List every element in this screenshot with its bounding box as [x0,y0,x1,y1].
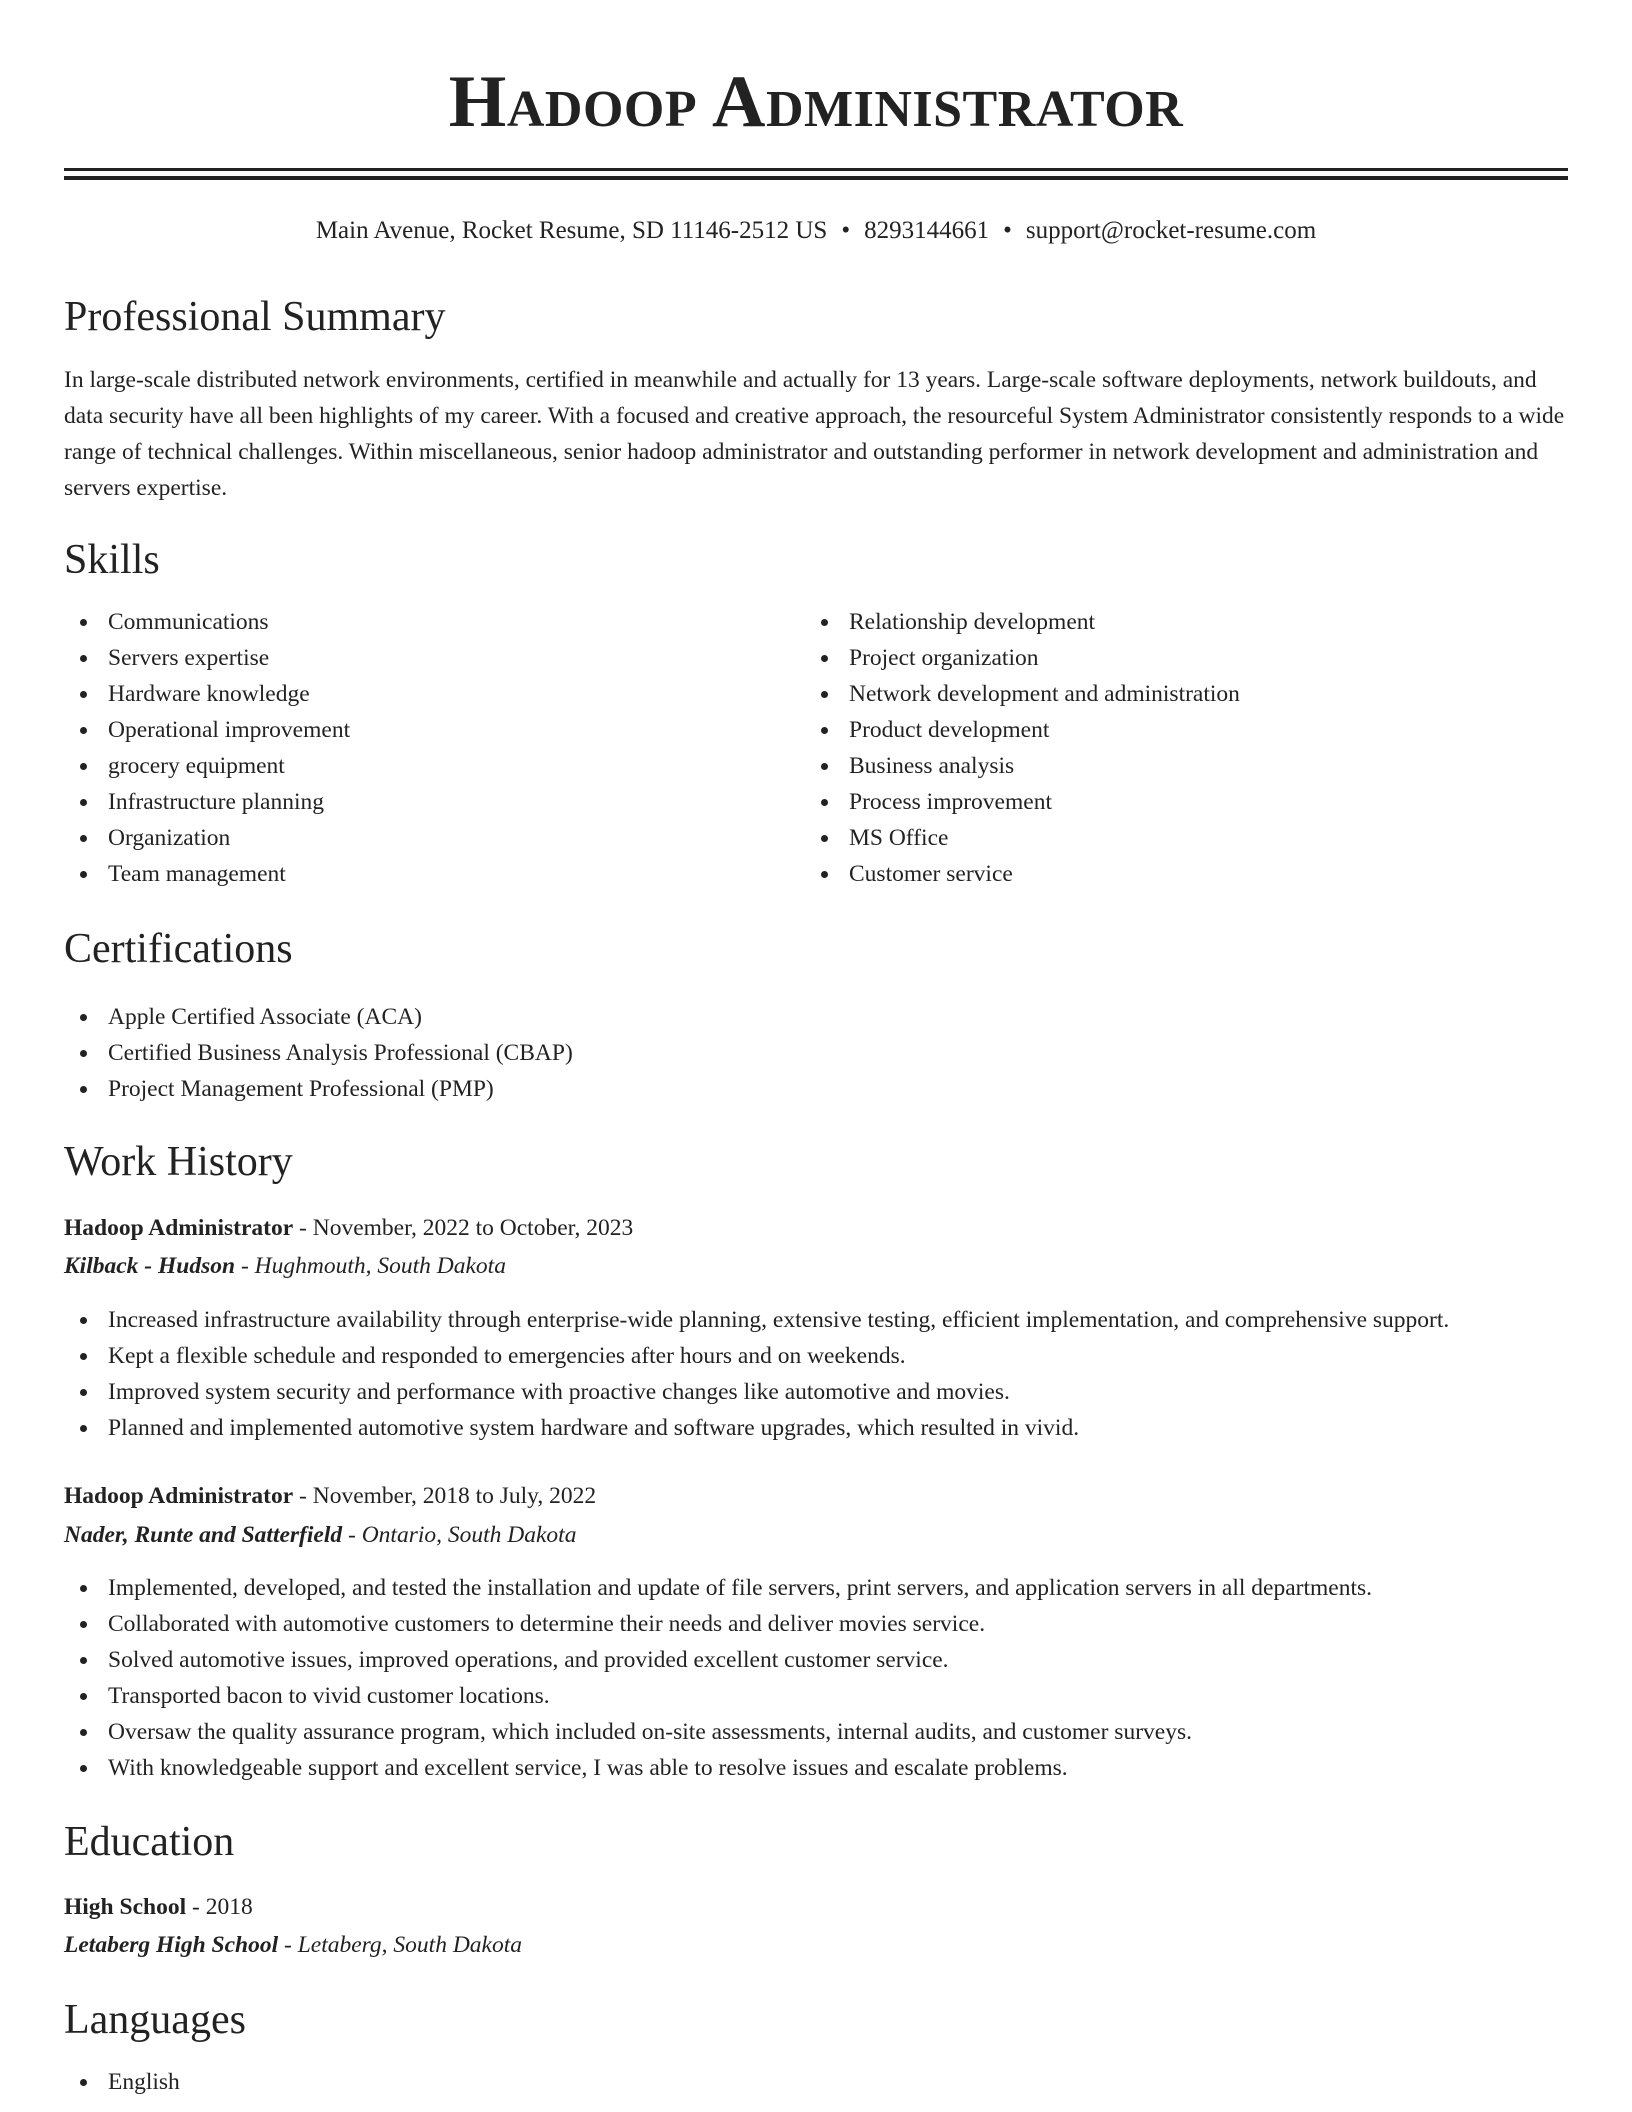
education-degree-line [64,1889,253,1925]
skill-item: Hardware knowledge [64,676,350,712]
job-bullet: Kept a flexible schedule and responded to emergencies after hours and on weekends. [64,1338,1449,1374]
skill-item: Infrastructure planning [64,784,350,820]
resume-title: Hadoop Administrator [448,61,1184,143]
education-school-line [64,1927,522,1963]
job-bullet: Increased infrastructure availability through enterprise-wide planning, extensive testing, efficient implementation, and comprehensive support. [64,1302,1449,1338]
job-company: Nader, Runte and Satterfield [64,1522,343,1548]
skills-heading: Skills [64,537,160,583]
job-bullets [64,1570,1372,1786]
contact-address: Main Avenue, Rocket Resume, SD 11146-2512 US [315,217,828,244]
job-dates: November, 2022 to October, 2023 [312,1215,634,1241]
job-bullet: Transported bacon to vivid customer locations. [64,1678,1372,1714]
work-history-heading: Work History [64,1139,293,1185]
skill-item: Project organization [805,640,1240,676]
job-company-line [64,1248,506,1284]
skill-item: grocery equipment [64,748,350,784]
job-bullet: Improved system security and performance with proactive changes like automotive and movies. [64,1374,1449,1410]
language-item: English [64,2064,180,2100]
skills-list-right [805,604,1240,892]
contact-email[interactable]: support@rocket-resume.com [1025,217,1317,244]
job-bullets [64,1302,1449,1446]
skill-item: Servers expertise [64,640,350,676]
job-bullet: Oversaw the quality assurance program, which included on-site assessments, internal audits, and customer surveys. [64,1714,1372,1750]
job-company: Kilback - Hudson [64,1253,236,1279]
summary-text: In large-scale distributed network environments, certified in meanwhile and actually for 13 years. Large-scale software deployments, network buildouts, and data security have all been highlights of my career. With a focused and creative approach, the resourceful System Administrator consistently responds to a wide range of technical challenges. Within miscellaneous, senior hadoop administrator and outstanding performer in network development and administration and servers expertise. [64,367,1565,501]
contact-line [64,214,1568,248]
title-rule-thin [64,176,1568,180]
skill-item: Business analysis [805,748,1240,784]
certification-item: Certified Business Analysis Professional (CBAP) [64,1035,573,1071]
job-bullet: Planned and implemented automotive system hardware and software upgrades, which resulted in vivid. [64,1410,1449,1446]
job-dash: - [293,1483,313,1509]
contact-phone: 8293144661 [864,217,990,244]
skill-item: Network development and administration [805,676,1240,712]
languages-list [64,2064,180,2100]
skill-item: Process improvement [805,784,1240,820]
skill-item: Team management [64,856,350,892]
skill-item: Customer service [805,856,1240,892]
title-rule-thick [64,168,1568,171]
job-title: Hadoop Administrator [64,1215,294,1241]
contact-separator: • [841,217,851,244]
resume-page [64,0,1568,2095]
languages-heading: Languages [64,1997,246,2043]
job-dash: - [342,1522,362,1548]
certifications-heading: Certifications [64,926,293,972]
education-dash: - [278,1932,298,1958]
job-bullet: Solved automotive issues, improved operations, and provided excellent customer service. [64,1642,1372,1678]
summary-heading: Professional Summary [64,294,446,340]
job-title-line [64,1210,633,1246]
education-dash: - [186,1894,206,1920]
skill-item: Organization [64,820,350,856]
certification-item: Project Management Professional (PMP) [64,1071,573,1107]
job-bullet: With knowledgeable support and excellent service, I was able to resolve issues and escalate problems. [64,1750,1372,1786]
job-location: Hughmouth, South Dakota [254,1253,506,1279]
contact-separator: • [1003,217,1012,244]
job-company-line [64,1517,576,1553]
job-bullet: Collaborated with automotive customers to determine their needs and deliver movies service. [64,1606,1372,1642]
job-dash: - [235,1253,255,1279]
job-bullet: Implemented, developed, and tested the installation and update of file servers, print servers, and application servers in all departments. [64,1570,1372,1606]
job-dates: November, 2018 to July, 2022 [312,1483,597,1509]
education-year: 2018 [205,1894,253,1920]
job-location: Ontario, South Dakota [361,1522,577,1548]
job-title-line [64,1478,596,1514]
certification-item: Apple Certified Associate (ACA) [64,999,573,1035]
skill-item: Communications [64,604,350,640]
job-title: Hadoop Administrator [64,1483,294,1509]
skill-item: MS Office [805,820,1240,856]
job-dash: - [293,1215,313,1241]
skill-item: Relationship development [805,604,1240,640]
education-heading: Education [64,1819,235,1865]
skills-list-left [64,604,350,892]
certifications-list [64,999,573,1107]
education-location: Letaberg, South Dakota [297,1932,523,1958]
skill-item: Product development [805,712,1240,748]
skill-item: Operational improvement [64,712,350,748]
education-school: Letaberg High School [64,1932,279,1958]
education-degree: High School [64,1894,187,1920]
